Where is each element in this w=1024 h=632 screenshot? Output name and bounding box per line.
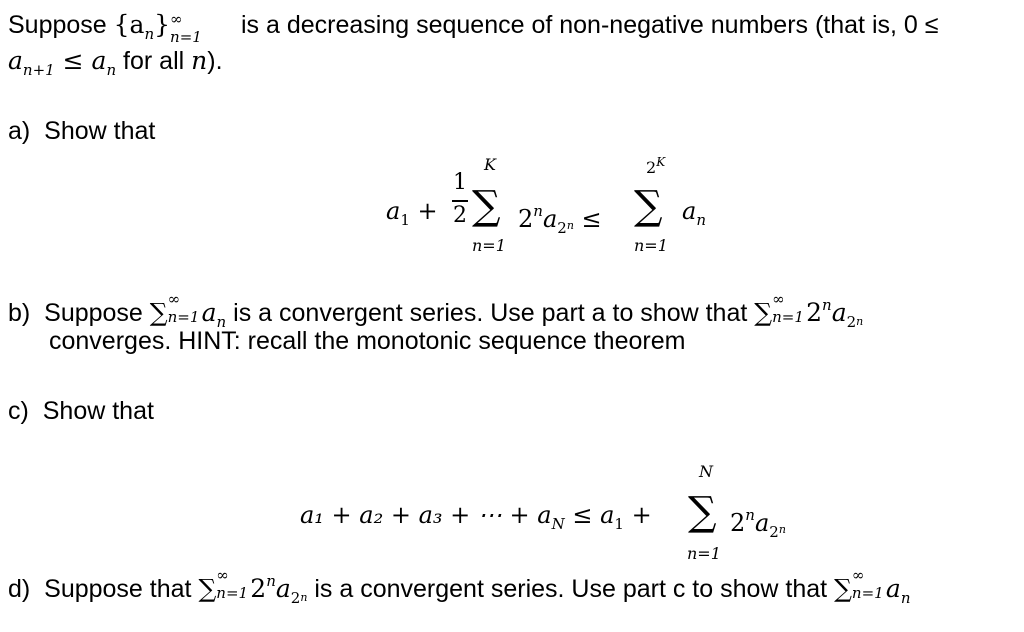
part-d-sup2: ∞ (851, 566, 865, 584)
part-b-an: a (201, 298, 217, 327)
part-b-line-2 (49, 326, 685, 356)
part-d-term-sub-exp: n (300, 591, 308, 604)
part-d-low2: n=1 (851, 584, 884, 602)
part-c-term-exp: n (745, 506, 755, 524)
part-d-label: d) (8, 575, 31, 603)
intro-end: ). (207, 47, 223, 75)
intro-line-2 (8, 46, 223, 85)
part-c-a1-sub: 1 (614, 515, 624, 533)
part-d-an-sub: n (900, 589, 911, 607)
sum2-upper (646, 155, 665, 177)
part-b-low2: n=1 (772, 308, 804, 326)
part-a-a1-var: a (386, 197, 401, 225)
sum2-upper-base: 2 (646, 158, 657, 177)
sum2-sigma: ∑ (634, 183, 663, 229)
part-a-term (518, 196, 602, 243)
part-c-sigma: ∑ (688, 489, 717, 535)
part-c-sum-upper: N (699, 462, 713, 481)
intro-forall: for all (116, 47, 192, 75)
part-d-limits (216, 566, 250, 602)
intro-rest: is a decreasing sequence of non-negative numbers (that is, 0 ≤ (234, 11, 939, 39)
part-b-term-exp: n (822, 296, 832, 314)
intro-a: a (8, 46, 23, 75)
part-b-low: n=1 (167, 308, 200, 326)
part-d-pre: Suppose that (44, 575, 199, 603)
seq-limits (170, 10, 234, 46)
sum1-upper: K (484, 155, 496, 174)
part-a-term-a: a (542, 205, 558, 233)
part-b-limits2 (772, 290, 806, 326)
part-c-a1: a (600, 501, 615, 529)
part-b-mid: is a convergent series. Use part a to show that (226, 299, 755, 327)
part-b-sup: ∞ (167, 290, 181, 308)
part-d-term-sub: 2 (290, 589, 301, 607)
seq-sub: n (144, 25, 155, 43)
part-a-a1-sub: 1 (400, 211, 410, 229)
frac-numerator: 1 (453, 170, 467, 195)
part-b-sigma: ∑ (149, 298, 168, 327)
part-a-rhs-a: a (682, 197, 697, 225)
part-a-rhs (682, 196, 706, 235)
part-b-pre: Suppose (44, 299, 150, 327)
seq-close: } (154, 10, 171, 39)
part-b-hint: converges. HINT: recall the monotonic sequence theorem (49, 327, 686, 355)
part-a-heading (8, 116, 155, 146)
part-d-term-a: a (275, 574, 291, 603)
part-c-lhs-sub: N (551, 515, 565, 533)
part-d-term-exp: n (266, 572, 276, 590)
intro-a-sub: n+1 (22, 61, 55, 79)
part-b-limits (167, 290, 202, 326)
intro-line-1 (8, 10, 938, 49)
part-a-le: ≤ (581, 205, 602, 233)
part-d-sup: ∞ (216, 566, 229, 584)
sum1-lower: n=1 (472, 236, 506, 255)
part-c-sum-lower: n=1 (687, 544, 721, 563)
seq-low: n=1 (170, 28, 202, 46)
part-d-line (8, 566, 911, 613)
part-b-term-sub-exp: n (856, 315, 864, 328)
part-b-term-a: a (831, 298, 847, 327)
part-b-term: 2 (806, 298, 823, 327)
part-b-an-sub: n (216, 313, 227, 331)
part-c-le: ≤ (564, 501, 601, 529)
part-a-term-sub-exp: n (566, 219, 574, 232)
frac-denominator: 2 (453, 203, 467, 228)
part-a-text: Show that (44, 117, 156, 145)
part-d-sigma2: ∑ (834, 574, 852, 603)
part-c-term-sub: 2 (769, 523, 779, 541)
part-a-term-base: 2 (518, 205, 534, 233)
part-a-term-exp: n (533, 202, 543, 220)
part-c-text: Show that (42, 397, 154, 425)
part-c-term-sub-exp: n (778, 523, 786, 536)
part-b-sup2: ∞ (772, 290, 785, 308)
sum1-sigma: ∑ (472, 183, 501, 229)
part-d-term: 2 (250, 574, 267, 603)
part-c-term-base: 2 (730, 509, 746, 537)
intro-le: ≤ (54, 46, 92, 75)
seq-open: {a (113, 10, 145, 39)
part-a-term-sub: 2 (557, 219, 567, 237)
part-a-label: a) (8, 117, 31, 145)
part-b-term-sub: 2 (846, 313, 857, 331)
intro-an-sub: n (106, 61, 117, 79)
intro-word: Suppose (8, 11, 107, 39)
part-a-rhs-sub: n (696, 211, 706, 229)
sum2-upper-exp: K (656, 155, 666, 169)
part-b-sigma2: ∑ (754, 298, 773, 327)
part-d-mid: is a convergent series. Use part c to show that (307, 575, 835, 603)
part-c-lhs (300, 500, 652, 539)
part-c-label: c) (8, 397, 29, 425)
part-d-an: a (885, 574, 901, 603)
part-c-lhs-text: a₁ + a₂ + a₃ + ⋯ + a (300, 501, 552, 529)
part-a-plus: + (417, 197, 438, 225)
frac-bar (452, 200, 468, 202)
intro-n: n (191, 46, 208, 75)
part-b-label: b) (8, 299, 31, 327)
part-c-term-a: a (754, 509, 770, 537)
seq-sup: ∞ (170, 10, 183, 28)
sum2-lower: n=1 (634, 236, 668, 255)
part-d-low: n=1 (216, 584, 249, 602)
part-c-plus: + (623, 501, 652, 529)
part-d-sigma: ∑ (198, 574, 217, 603)
part-c-heading (8, 396, 154, 426)
intro-an: a (91, 46, 107, 75)
part-a-a1 (386, 196, 438, 235)
part-c-term (730, 500, 786, 547)
part-d-limits2 (851, 566, 886, 602)
